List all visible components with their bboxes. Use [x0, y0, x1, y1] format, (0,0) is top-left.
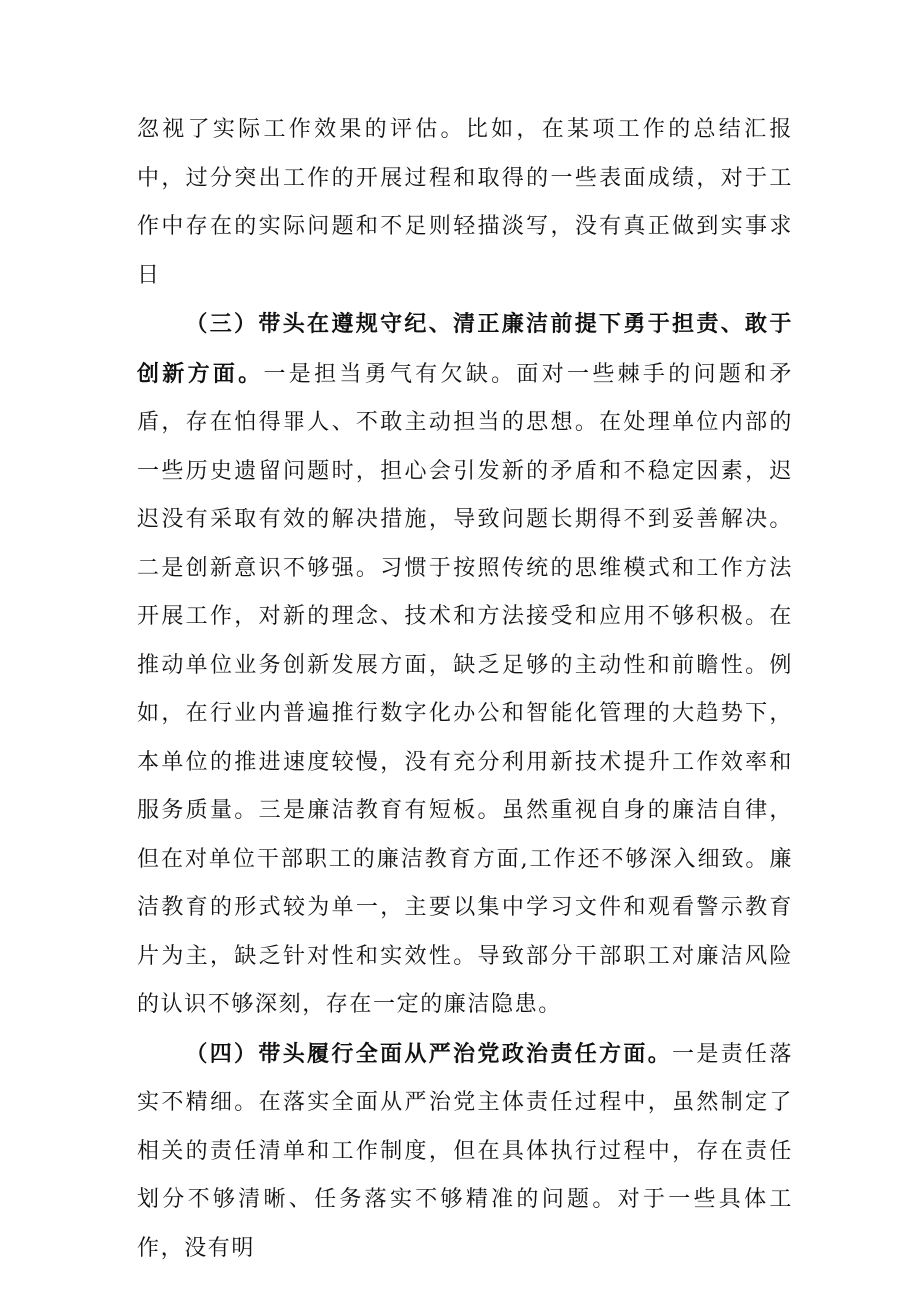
- paragraph-section-3: [137, 300, 793, 1030]
- section-heading: （四）带头履行全面从严治党政治责任方面。: [185, 1040, 673, 1067]
- section-heading: （三）带头在遵规守纪、清正廉洁前提下勇于担责、敢于创新方面。: [137, 311, 793, 387]
- document-body: [137, 106, 793, 1273]
- paragraph-text: 一是担当勇气有欠缺。面对一些棘手的问题和矛盾，存在怕得罪人、不敢主动担当的思想。在处理单位内部的一些历史遗留问题时，担心会引发新的矛盾和不稳定因素，迟迟没有采取有效的解决措施，导致问题长期得不到妥善解决。二是创新意识不够强。习惯于按照传统的思维模式和工作方法开展工作，对新的理念、技术和方法接受和应用不够积极。在推动单位业务创新发展方面，缺乏足够的主动性和前瞻性。例如，在行业内普遍推行数字化办公和智能化管理的大趋势下，本单位的推进速度较慢，没有充分利用新技术提升工作效率和服务质量。三是廉洁教育有短板。虽然重视自身的廉洁自律，但在对单位干部职工的廉洁教育方面,工作还不够深入细致。廉洁教育的形式较为单一，主要以集中学习文件和观看警示教育片为主，缺乏针对性和实效性。导致部分干部职工对廉洁风险的认识不够深刻，存在一定的廉洁隐患。: [137, 361, 793, 1017]
- paragraph-text: 一是责任落实不精细。在落实全面从严治党主体责任过程中，虽然制定了相关的责任清单和工作制度，但在具体执行过程中，存在责任划分不够清晰、任务落实不够精准的问题。对于一些具体工作，没有明: [137, 1041, 793, 1261]
- paragraph-section-4: [137, 1030, 793, 1274]
- paragraph-continuation: [137, 106, 793, 300]
- paragraph-text: 忽视了实际工作效果的评估。比如，在某项工作的总结汇报中，过分突出工作的开展过程和取得的一些表面成绩，对于工作中存在的实际问题和不足则轻描淡写，没有真正做到实事求日: [137, 117, 793, 288]
